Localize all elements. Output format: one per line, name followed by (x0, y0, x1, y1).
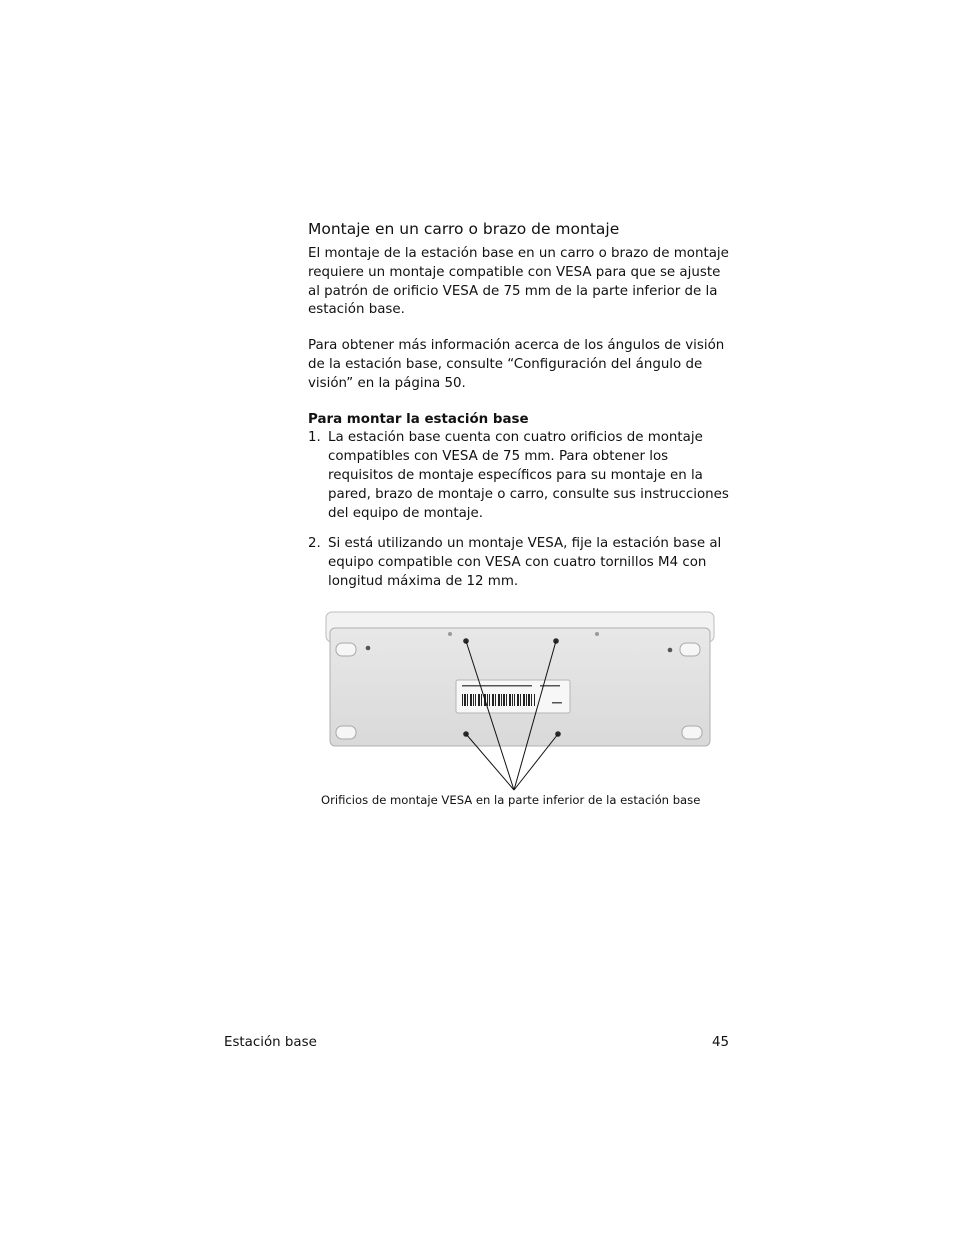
section-title: Montaje en un carro o brazo de montaje (308, 220, 620, 238)
rubber-foot (336, 643, 356, 656)
page-number: 45 (712, 1035, 730, 1050)
procedure-heading: Para montar la estación base (308, 411, 529, 427)
intro-paragraph: El montaje de la estación base en un carro o brazo de montaje requiere un montaje compatible con VESA para que se ajuste al patrón de orificio VESA de 75 mm de la parte inferior de la estación base. (308, 246, 729, 318)
rubber-foot (336, 726, 356, 739)
rubber-foot (682, 726, 702, 739)
step-text: Si está utilizando un montaje VESA, fije la estación base al equipo compatible con VESA con cuatro tornillos M4 con longitud máxima de 12 mm. (328, 536, 722, 589)
figure-caption: Orificios de montaje VESA en la parte inferior de la estación base (321, 793, 701, 807)
footer-section-name: Estación base (224, 1035, 317, 1050)
rubber-foot (680, 643, 700, 656)
base-station-bottom-photo (320, 608, 720, 798)
procedure-steps (308, 429, 733, 591)
procedure-step (308, 429, 733, 523)
step-number: 2. (308, 536, 321, 552)
main-content (308, 219, 733, 592)
reference-paragraph: Para obtener más información acerca de los ángulos de visión de la estación base, consulte “Configuración del ángulo de visión” en la página 50. (308, 338, 725, 391)
step-number: 1. (308, 430, 321, 446)
step-text: La estación base cuenta con cuatro orificios de montaje compatibles con VESA de 75 mm. Para obtener los requisitos de montaje específicos para su montaje en la pared, brazo de montaje o carro, consulte sus instrucciones del equipo de montaje. (328, 430, 729, 521)
procedure-step (308, 535, 733, 591)
